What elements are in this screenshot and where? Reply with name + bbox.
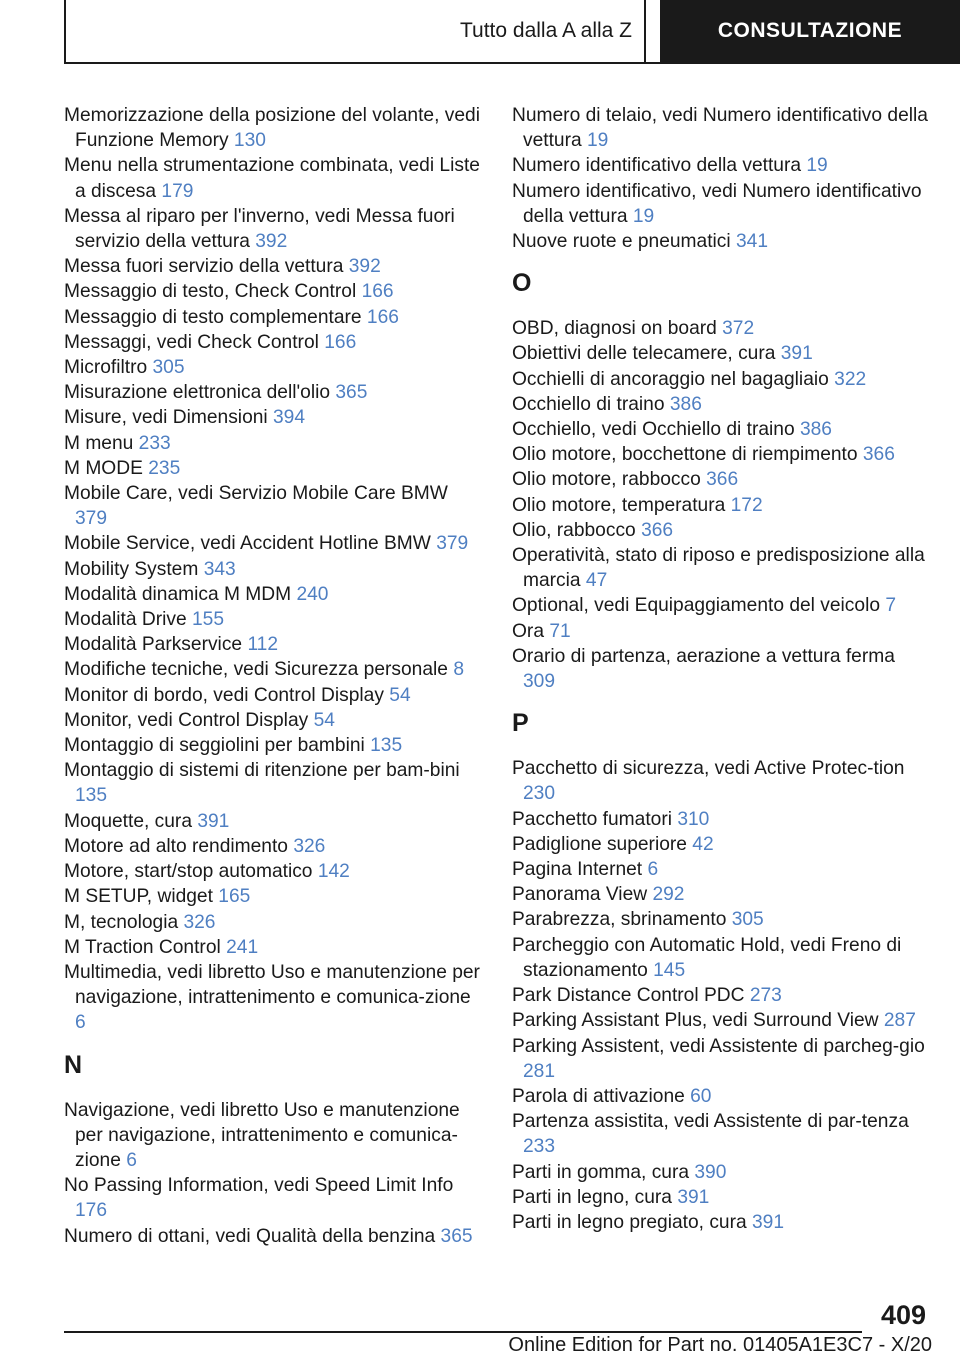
index-entry-text: Occhiello, vedi Occhiello di traino <box>512 419 795 441</box>
index-entry-text: Parti in gomma, cura <box>512 1161 690 1183</box>
index-page-link[interactable]: 6 <box>647 859 659 881</box>
index-entry-text: Montaggio di sistemi di ritenzione per bam-bini <box>64 760 460 782</box>
index-entry <box>64 683 484 708</box>
index-entry-text: Modifiche tecniche, vedi Sicurezza personale <box>64 659 448 681</box>
index-entry <box>512 367 932 392</box>
index-entry-text: Navigazione, vedi libretto Uso e manutenzione per navigazione, intrattenimento e comunica-zione <box>64 1099 460 1171</box>
index-page-link[interactable]: 392 <box>348 256 381 278</box>
index-entry <box>64 632 484 657</box>
index-entry-text: Olio motore, temperatura <box>512 494 726 516</box>
index-entry-text: Misure, vedi Dimensioni <box>64 407 268 429</box>
index-page-link[interactable]: 19 <box>587 130 609 152</box>
index-entry-text: Operatività, stato di riposo e predisposizione alla marcia <box>512 545 925 592</box>
index-entry-text: Modalità dinamica M MDM <box>64 583 292 605</box>
index-entry <box>512 857 932 882</box>
index-page-link[interactable]: 310 <box>677 808 710 830</box>
index-entry <box>512 392 932 417</box>
index-page-link[interactable]: 142 <box>317 861 350 883</box>
index-page-link[interactable]: 54 <box>313 709 335 731</box>
index-page-link[interactable]: 326 <box>293 835 326 857</box>
index-page-link[interactable]: 343 <box>203 558 236 580</box>
index-entry <box>512 1160 932 1185</box>
index-page-link[interactable]: 372 <box>722 318 755 340</box>
index-page-link[interactable]: 305 <box>731 909 764 931</box>
index-entry-text: Parabrezza, sbrinamento <box>512 909 727 931</box>
index-page-link[interactable]: 391 <box>752 1211 785 1233</box>
index-entry <box>512 518 932 543</box>
index-entry-text: Numero di ottani, vedi Qualità della benzina <box>64 1225 436 1247</box>
index-page-link[interactable]: 292 <box>652 884 685 906</box>
index-entry-text: Parola di attivazione <box>512 1085 685 1107</box>
index-page-link[interactable]: 19 <box>806 155 828 177</box>
index-entry-text: Motore ad alto rendimento <box>64 835 288 857</box>
index-column-right <box>512 103 932 1235</box>
index-entry <box>512 467 932 492</box>
index-entry <box>512 882 932 907</box>
index-page-link[interactable]: 166 <box>324 331 357 353</box>
index-entry-text: Misurazione elettronica dell'olio <box>64 382 331 404</box>
index-page-link[interactable]: 326 <box>183 911 216 933</box>
index-page-link[interactable]: 366 <box>641 519 674 541</box>
index-entry <box>512 933 932 983</box>
index-page-link[interactable]: 172 <box>730 494 763 516</box>
index-page-link[interactable]: 273 <box>749 985 782 1007</box>
index-entry <box>64 153 484 203</box>
index-page-link[interactable]: 7 <box>885 595 897 617</box>
index-entry-text: OBD, diagnosi on board <box>512 318 717 340</box>
index-entry <box>64 481 484 531</box>
index-entry <box>512 983 932 1008</box>
index-entry-text: Mobility System <box>64 558 199 580</box>
index-entry <box>512 644 932 694</box>
index-page-link[interactable]: 233 <box>523 1136 556 1158</box>
index-entry <box>64 204 484 254</box>
index-page-link[interactable]: 135 <box>75 785 108 807</box>
index-entry-text: Multimedia, vedi libretto Uso e manutenzione per navigazione, intrattenimento e comunica-zione <box>64 961 480 1009</box>
index-entry-text: Motore, start/stop automatico <box>64 861 313 883</box>
index-page-link[interactable]: 309 <box>523 671 556 693</box>
index-entry <box>512 1109 932 1159</box>
index-page-link[interactable]: 235 <box>148 457 181 479</box>
index-page-link[interactable]: 19 <box>632 205 655 227</box>
index-page-link[interactable]: 305 <box>152 357 185 379</box>
index-page-link[interactable]: 365 <box>335 382 368 404</box>
index-entry <box>512 103 932 153</box>
index-entry-text: Parti in legno, cura <box>512 1186 672 1208</box>
index-entry <box>512 1210 932 1235</box>
index-page-link[interactable]: 392 <box>255 231 288 253</box>
index-page-link[interactable]: 287 <box>883 1010 916 1032</box>
index-entry <box>64 1173 484 1223</box>
index-entry <box>512 1084 932 1109</box>
index-entry <box>64 380 484 405</box>
section-letter: O <box>512 269 532 298</box>
index-entry-text: Pagina Internet <box>512 859 643 881</box>
index-entry <box>512 417 932 442</box>
section-letter: N <box>64 1050 83 1079</box>
index-entry <box>64 708 484 733</box>
index-page-link[interactable]: 391 <box>677 1186 710 1208</box>
index-entry <box>64 405 484 430</box>
index-entry <box>512 153 932 178</box>
index-entry-text: Menu nella strumentazione combinata, vedi Liste a discesa <box>64 155 480 202</box>
index-entry-text: Messaggio di testo, Check Control <box>64 281 357 303</box>
index-entry-text: Orario di partenza, aerazione a vettura ferma <box>512 645 895 667</box>
index-page-link[interactable]: 112 <box>247 634 279 656</box>
index-entry <box>512 593 932 618</box>
index-entry-text: Parti in legno pregiato, cura <box>512 1211 747 1233</box>
index-entry-text: Mobile Care, vedi Servizio Mobile Care BMW <box>64 483 448 505</box>
index-entry-text: Pacchetto fumatori <box>512 808 672 830</box>
index-entry <box>64 884 484 909</box>
index-page-link[interactable]: 386 <box>669 393 702 415</box>
footer-divider <box>64 1331 862 1333</box>
index-page-link[interactable]: 390 <box>694 1161 727 1183</box>
index-page-link[interactable]: 179 <box>161 180 194 202</box>
index-entry <box>64 1098 484 1174</box>
index-entry <box>64 809 484 834</box>
index-page-link[interactable]: 8 <box>453 659 464 681</box>
index-page-link[interactable]: 365 <box>440 1225 473 1247</box>
index-entry <box>512 756 932 806</box>
index-page-link[interactable]: 135 <box>370 735 403 757</box>
index-page-link[interactable]: 6 <box>75 1012 86 1034</box>
index-entry-text: M Traction Control <box>64 936 221 958</box>
index-entry <box>512 229 932 254</box>
index-entry-text: Messa al riparo per l'inverno, vedi Messa fuori servizio della vettura <box>64 205 455 253</box>
index-entry <box>64 431 484 456</box>
index-entry-text: Nuove ruote e pneumatici <box>512 231 731 253</box>
index-entry <box>64 355 484 380</box>
index-entry-text: Panorama View <box>512 884 648 906</box>
index-entry <box>512 619 932 644</box>
index-page-link[interactable]: 71 <box>549 620 571 642</box>
index-entry-text: Modalità Drive <box>64 609 187 631</box>
index-entry <box>512 543 932 593</box>
index-entry <box>64 103 484 153</box>
index-entry-text: Parking Assistent, vedi Assistente di parcheg-gio <box>512 1035 925 1057</box>
index-entry-text: Monitor di bordo, vedi Control Display <box>64 684 384 706</box>
index-page-link[interactable]: 391 <box>780 343 813 365</box>
index-page-link[interactable]: 386 <box>799 419 832 441</box>
index-entry <box>512 832 932 857</box>
index-entry-text: Numero di telaio, vedi Numero identificativo della vettura <box>512 105 928 152</box>
index-page-link[interactable]: 394 <box>273 407 306 429</box>
page-number: 409 <box>880 1300 926 1330</box>
index-entry-text: Messa fuori servizio della vettura <box>64 256 344 278</box>
index-page-link[interactable]: 166 <box>361 281 394 303</box>
index-entry <box>64 834 484 859</box>
section-letter: P <box>512 709 529 738</box>
index-entry-text: Messaggi, vedi Check Control <box>64 331 319 353</box>
index-entry <box>64 582 484 607</box>
chapter-tab: CONSULTAZIONE <box>660 0 960 62</box>
index-entry-text: Parking Assistant Plus, vedi Surround View <box>512 1010 879 1032</box>
index-entry-text: Ora <box>512 620 544 642</box>
index-entry-text: Numero identificativo della vettura <box>512 155 802 177</box>
index-entry <box>64 1224 484 1249</box>
index-entry-text: Obiettivi delle telecamere, cura <box>512 343 776 365</box>
index-entry-text: Olio motore, rabbocco <box>512 469 701 491</box>
index-page-link[interactable]: 391 <box>197 810 230 832</box>
index-entry <box>512 1008 932 1033</box>
index-page-link[interactable]: 230 <box>523 783 556 805</box>
index-entry <box>512 907 932 932</box>
index-page-link[interactable]: 341 <box>736 231 769 253</box>
index-page-link[interactable]: 54 <box>389 684 411 706</box>
index-entry <box>512 807 932 832</box>
index-entry-text: M MODE <box>64 457 143 479</box>
index-page-link[interactable]: 322 <box>834 368 867 390</box>
index-entry <box>64 935 484 960</box>
index-entry-text: Modalità Parkservice <box>64 634 243 656</box>
index-entry <box>512 442 932 467</box>
index-page-link[interactable]: 366 <box>706 469 739 491</box>
index-entry-text: Occhielli di ancoraggio nel bagagliaio <box>512 368 829 390</box>
index-entry-text: Mobile Service, vedi Accident Hotline BMW <box>64 533 431 555</box>
index-entry <box>64 254 484 279</box>
index-entry <box>64 456 484 481</box>
index-entry-text: M menu <box>64 432 134 454</box>
index-entry <box>512 179 932 229</box>
index-page-link[interactable]: 166 <box>366 306 399 328</box>
index-column-left <box>64 103 484 1249</box>
index-entry-text: Olio motore, bocchettone di riempimento <box>512 444 858 466</box>
index-entry <box>64 910 484 935</box>
index-entry-text: M, tecnologia <box>64 911 179 933</box>
index-page-link[interactable]: 366 <box>862 444 895 466</box>
index-page-link[interactable]: 145 <box>653 959 686 981</box>
index-page-link[interactable]: 155 <box>191 609 224 631</box>
index-entry <box>64 859 484 884</box>
index-entry <box>64 305 484 330</box>
index-entry-text: Moquette, cura <box>64 810 192 832</box>
index-entry <box>64 330 484 355</box>
index-entry <box>512 316 932 341</box>
index-entry-text: Optional, vedi Equipaggiamento del veicolo <box>512 595 881 617</box>
index-page-link[interactable]: 379 <box>436 533 469 555</box>
index-entry-text: Montaggio di seggiolini per bambini <box>64 735 365 757</box>
index-entry-text: M SETUP, widget <box>64 886 213 908</box>
index-entry <box>64 960 484 1036</box>
index-entry <box>512 1185 932 1210</box>
index-entry <box>512 493 932 518</box>
index-entry-text: Padiglione superiore <box>512 833 687 855</box>
index-entry-text: Parcheggio con Automatic Hold, vedi Freno di stazionamento <box>512 934 902 981</box>
index-entry-text: Numero identificativo, vedi Numero identificativo della vettura <box>512 180 922 227</box>
index-entry <box>64 657 484 682</box>
index-page-link[interactable]: 165 <box>218 886 251 908</box>
index-entry-text: Microfiltro <box>64 357 148 379</box>
index-page-link[interactable]: 42 <box>692 833 714 855</box>
index-page-link[interactable]: 379 <box>75 508 108 530</box>
index-entry-text: Monitor, vedi Control Display <box>64 709 309 731</box>
index-entry-text: Pacchetto di sicurezza, vedi Active Protec-tion <box>512 758 905 780</box>
index-page-link[interactable]: 6 <box>126 1149 137 1171</box>
index-page-link[interactable]: 130 <box>233 130 266 152</box>
index-entry-text: No Passing Information, vedi Speed Limit Info <box>64 1175 454 1197</box>
index-page-link[interactable]: 176 <box>75 1200 108 1222</box>
index-entry <box>64 279 484 304</box>
index-page-link[interactable]: 241 <box>226 936 259 958</box>
index-entry <box>64 557 484 582</box>
index-entry-text: Olio, rabbocco <box>512 519 636 541</box>
index-entry-text: Occhiello di traino <box>512 393 665 415</box>
index-entry <box>64 607 484 632</box>
index-entry <box>512 341 932 366</box>
index-entry-text: Memorizzazione della posizione del volante, vedi Funzione Memory <box>64 105 480 152</box>
index-entry <box>64 733 484 758</box>
index-entry <box>64 531 484 556</box>
index-entry-text: Partenza assistita, vedi Assistente di par-tenza <box>512 1111 909 1133</box>
index-entry-text: Messaggio di testo complementare <box>64 306 362 328</box>
index-page-link[interactable]: 281 <box>523 1060 556 1082</box>
section-title: Tutto dalla A alla Z <box>66 0 646 62</box>
index-page-link[interactable]: 47 <box>585 570 608 592</box>
index-entry <box>64 758 484 808</box>
index-entry <box>512 1034 932 1084</box>
index-page-link[interactable]: 233 <box>138 432 171 454</box>
index-page-link[interactable]: 60 <box>690 1085 712 1107</box>
index-entry-text: Park Distance Control PDC <box>512 985 745 1007</box>
footer-edition: Online Edition for Part no. 01405A1E3C7 - X/20 <box>508 1334 932 1356</box>
index-page-link[interactable]: 240 <box>296 583 329 605</box>
